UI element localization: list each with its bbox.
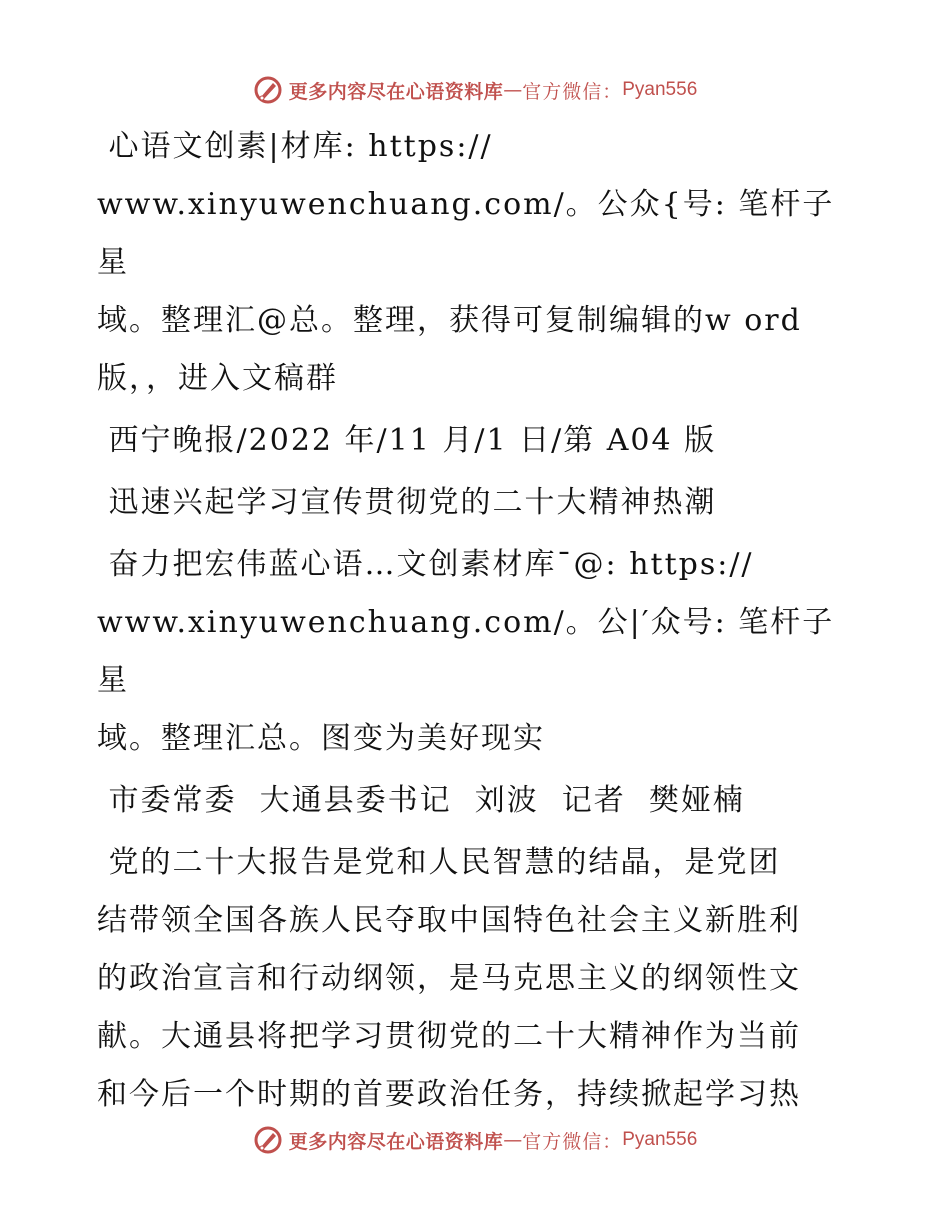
text-line: 结带领全国各族人民夺取中国特色社会主义新胜利 [97,903,801,938]
text-line: 域。整理汇总。图变为美好现实 [97,721,545,756]
paragraph-source-notice [97,118,857,408]
paragraph-headline [97,474,857,532]
text-line: 奋力把宏伟蓝心语…文创素材库¯@: https:// [97,547,754,582]
text-line: 西宁晚报/2022 年/11 月/1 日/第 A04 版 [97,423,717,458]
banner-wechat-id: Pyan556 [622,1129,698,1150]
text-line: 迅速兴起学习宣传贯彻党的二十大精神热潮 [97,485,717,520]
text-line: 的政治宣言和行动纲领，是马克思主义的纲领性文 [97,961,801,996]
text-line: 版，，进入文稿群 [97,361,338,396]
text-line: 域。整理汇@总。整理，获得可复制编辑的w ord [97,303,802,338]
paragraph-body [97,834,857,1124]
brush-logo-icon [253,1125,283,1155]
text-line: 和今后一个时期的首要政治任务，持续掀起学习热 [97,1077,801,1112]
paragraph-publication-info [97,412,857,470]
banner-text: 更多内容尽在心语资料库 [288,1130,504,1153]
text-line: 心语文创素|材库: https:// [97,129,493,164]
banner-text: 更多内容尽在心语资料库 [288,80,504,103]
header-watermark-banner [0,70,950,110]
text-line: 党的二十大报告是党和人民智慧的结晶，是党团 [97,845,781,880]
banner-separator: — [503,1129,523,1151]
footer-watermark-banner [0,1120,950,1160]
banner-official-label: 官方微信： [522,1130,623,1153]
text-line: www.xinyuwenchuang.com/。公众{号: 笔杆子星 [97,187,835,280]
banner-official-label: 官方微信： [522,80,623,103]
text-line: www.xinyuwenchuang.com/。公|′众号: 笔杆子星 [97,605,835,698]
text-line: 献。大通县将把学习贯彻党的二十大精神作为当前 [97,1019,801,1054]
paragraph-byline [97,772,857,830]
banner-wechat-id: Pyan556 [622,79,698,100]
paragraph-subheadline [97,536,857,768]
text-line: 市委常委 大通县委书记 刘波 记者 樊娅楠 [97,783,745,818]
brush-logo-icon [253,75,283,105]
banner-separator: — [503,79,523,101]
document-body [97,118,857,1124]
